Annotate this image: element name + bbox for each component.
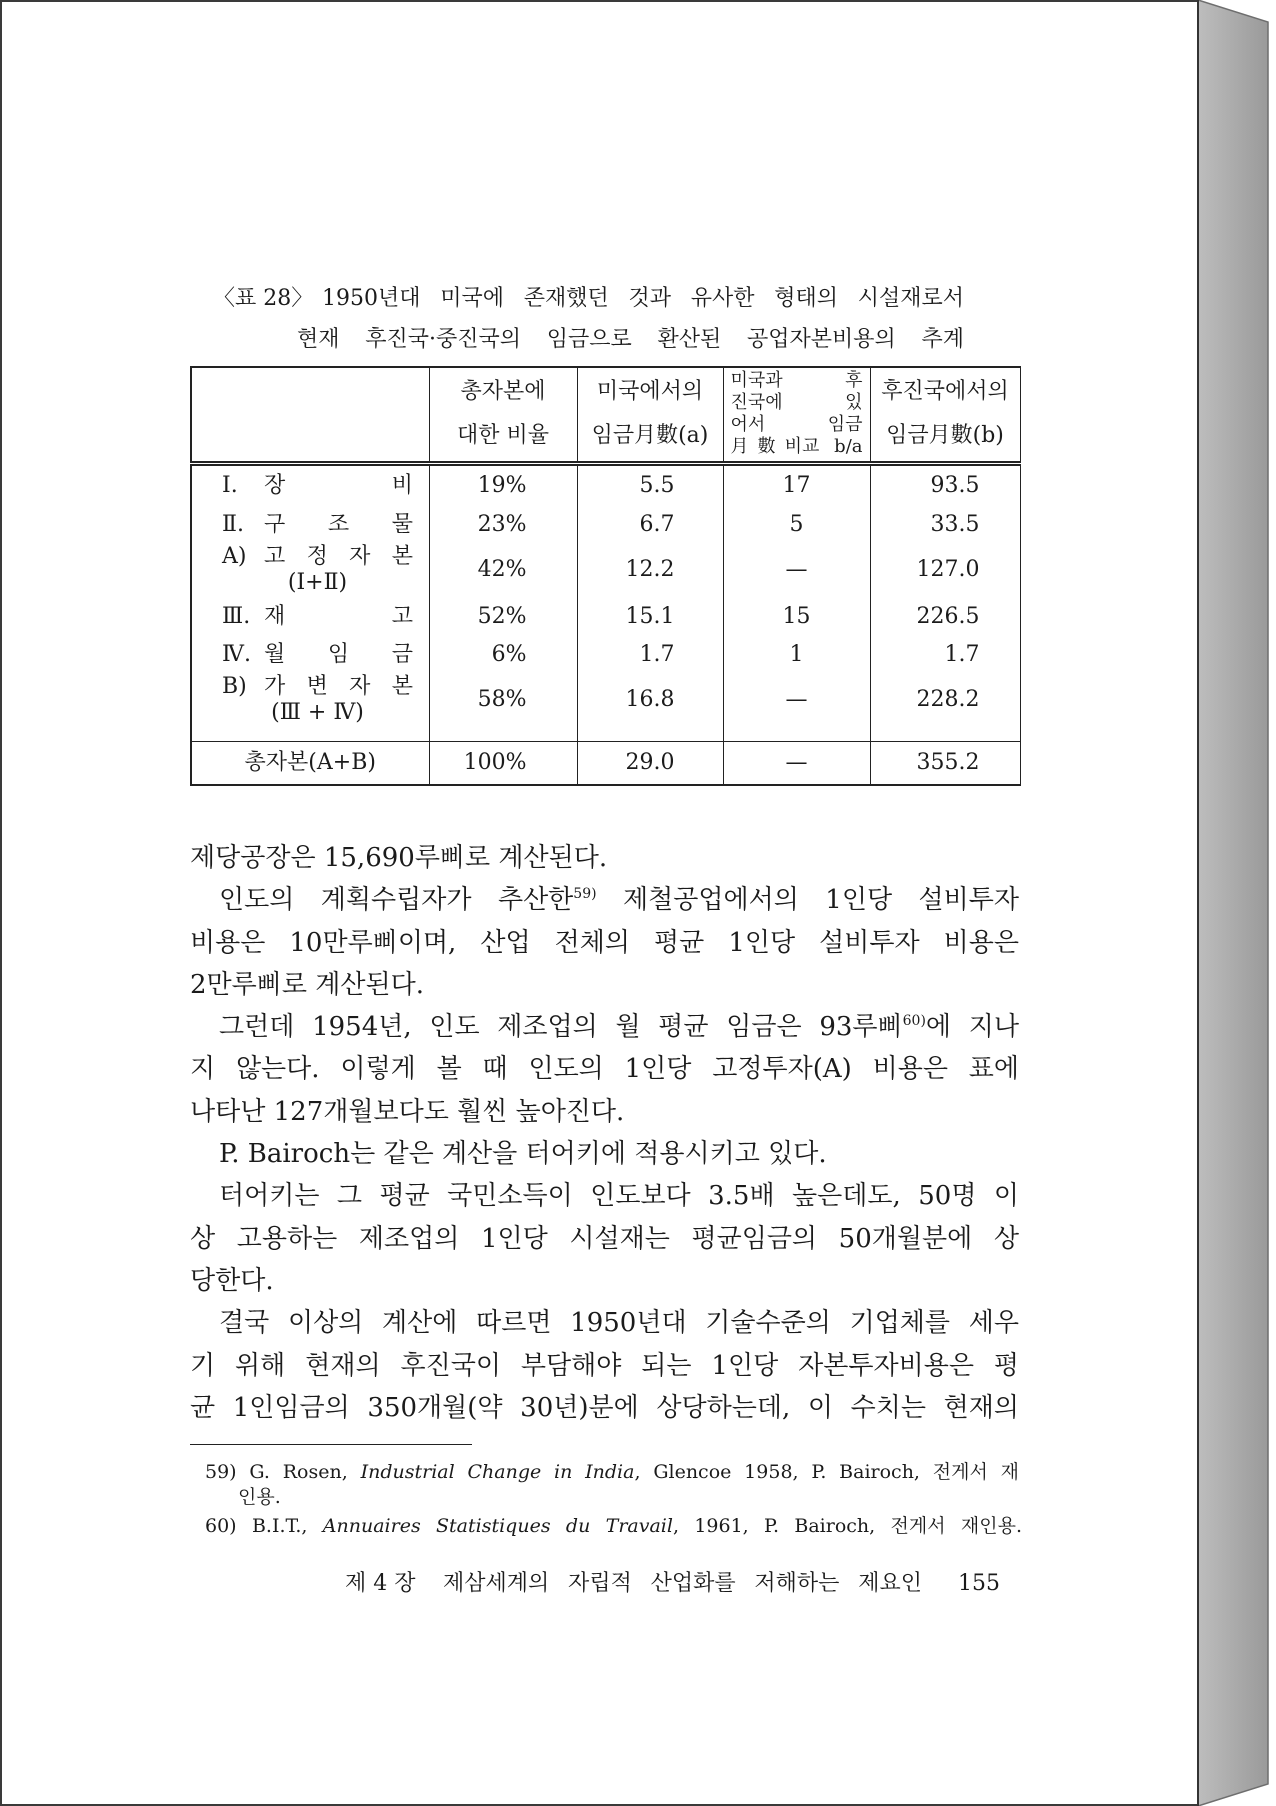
row-prefix: Ⅳ. xyxy=(222,642,251,667)
header-share-line: 대한 비율 xyxy=(456,423,549,449)
footnote-ref: 60) xyxy=(902,1013,926,1030)
us-months-cell: 1.7 xyxy=(577,637,723,673)
row-label: 장 비 xyxy=(264,473,413,499)
table-row xyxy=(191,597,1020,637)
footnote-59 xyxy=(205,1459,1019,1485)
table-total-row xyxy=(191,741,1020,785)
table-header-row xyxy=(191,367,1020,463)
header-ratio-line: 어서 임금 xyxy=(730,414,863,436)
row-prefix: Ⅱ. xyxy=(222,512,244,537)
footnote-59-continued: 인용. xyxy=(238,1486,281,1508)
text-segment: 인도의 계획수립자가 추산한 xyxy=(219,885,574,916)
dev-months-cell: 93.5 xyxy=(870,463,1020,507)
table-row xyxy=(191,507,1020,543)
share-cell: 58% xyxy=(429,673,577,741)
table-row xyxy=(191,637,1020,673)
share-cell: 19% xyxy=(429,463,577,507)
footer-title: 제삼세계의 자립적 산업화를 저해하는 제요인 xyxy=(443,1571,922,1596)
page-number: 155 xyxy=(958,1571,1000,1596)
ratio-cell: 15 xyxy=(723,597,870,637)
row-prefix: Ⅰ. xyxy=(222,473,238,499)
text-line: 제당공장은 15,690루삐로 계산된다. xyxy=(190,843,608,873)
dev-months-cell: 228.2 xyxy=(870,673,1020,741)
footnote-number: 59) xyxy=(205,1461,237,1483)
footer-chapter: 제 4 장 xyxy=(345,1571,416,1596)
dev-months-cell: 1.7 xyxy=(870,637,1020,673)
share-cell: 6% xyxy=(429,637,577,673)
total-share: 100% xyxy=(429,741,577,785)
row-label-cell xyxy=(191,463,429,507)
footnote-number: 60) xyxy=(205,1515,237,1537)
text-segment: 제철공업에서의 1인당 설비투자 xyxy=(596,885,1019,916)
text-line: 2만루삐로 계산된다. xyxy=(190,969,424,1000)
ratio-cell: — xyxy=(723,543,870,597)
header-ratio-line: 月數비교 b/a xyxy=(730,436,863,458)
total-dev-months: 355.2 xyxy=(870,741,1020,785)
footnote-title: Industrial Change in India xyxy=(360,1461,635,1483)
total-ratio: — xyxy=(723,741,870,785)
row-label: 재 고 xyxy=(264,604,413,629)
row-label-cell xyxy=(191,673,429,741)
dev-months-cell: 127.0 xyxy=(870,543,1020,597)
text-line: 비용은 10만루삐이며, 산업 전체의 평균 1인당 설비투자 비용은 xyxy=(190,927,1019,958)
text-line: P. Bairoch는 같은 계산을 터어키에 적용시키고 있다. xyxy=(219,1139,827,1170)
ratio-cell: 1 xyxy=(723,637,870,673)
row-label-cell xyxy=(191,637,429,673)
row-label-cell xyxy=(191,597,429,637)
footnote-text: , 1961, P. Bairoch, 전게서 재인용. xyxy=(672,1515,1023,1537)
text-line: 터어키는 그 평균 국민소득이 인도보다 3.5배 높은데도, 50명 이 xyxy=(219,1181,1019,1212)
header-dev-months xyxy=(870,367,1020,463)
dev-months-cell: 33.5 xyxy=(870,507,1020,543)
row-sublabel: (Ⅰ+Ⅱ) xyxy=(287,570,348,595)
row-label-cell xyxy=(191,543,429,597)
footnote-rule xyxy=(190,1444,472,1445)
text-line: 기 위해 현재의 후진국이 부담해야 되는 1인당 자본투자비용은 평 xyxy=(190,1350,1019,1381)
table-caption-line2: 현재 후진국·중진국의 임금으로 환산된 공업자본비용의 추계 xyxy=(297,327,964,352)
row-prefix: Ⅲ. xyxy=(222,604,251,629)
text-line: 당한다. xyxy=(190,1265,274,1296)
ratio-cell: 5 xyxy=(723,507,870,543)
table-row xyxy=(191,543,1020,597)
text-line: 결국 이상의 계산에 따르면 1950년대 기술수준의 기업체를 세우 xyxy=(219,1308,1019,1339)
footnote-text: G. Rosen, xyxy=(249,1461,361,1483)
footnote-60 xyxy=(205,1513,1022,1539)
us-months-cell: 16.8 xyxy=(577,673,723,741)
us-months-cell: 6.7 xyxy=(577,507,723,543)
row-sublabel: (Ⅲ + Ⅳ) xyxy=(271,699,364,725)
table-caption-number: 〈표 28〉 xyxy=(213,286,314,311)
header-blank-cell xyxy=(191,367,429,463)
text-line xyxy=(190,879,1019,921)
text-segment: 에 지나 xyxy=(925,1012,1019,1043)
header-ratio-line: 진국에 있 xyxy=(730,392,863,414)
text-line: 균 1인임금의 350개월(약 30년)분에 상당하는데, 이 수치는 현재의 xyxy=(190,1392,1019,1423)
header-us-months-line: 미국에서의 xyxy=(596,379,704,405)
row-label: 구 조 물 xyxy=(264,512,413,537)
text-line xyxy=(190,1006,1019,1048)
row-label-cell xyxy=(191,507,429,543)
body-text xyxy=(190,837,1019,1429)
data-table xyxy=(190,366,1021,786)
table-caption-line1: 1950년대 미국에 존재했던 것과 유사한 형태의 시설재로서 xyxy=(322,286,964,311)
header-share xyxy=(429,367,577,463)
row-prefix: A) xyxy=(222,544,247,569)
total-label: 총자본(A+B) xyxy=(191,741,429,785)
row-label: 가 변 자 본 xyxy=(264,673,413,699)
us-months-cell: 15.1 xyxy=(577,597,723,637)
footnote-text: , Glencoe 1958, P. Bairoch, 전게서 재 xyxy=(634,1461,1019,1483)
text-line: 상 고용하는 제조업의 1인당 시설재는 평균임금의 50개월분에 상 xyxy=(190,1223,1019,1254)
share-cell: 23% xyxy=(429,507,577,543)
header-share-line: 총자본에 xyxy=(460,379,546,405)
total-us-months: 29.0 xyxy=(577,741,723,785)
us-months-cell: 12.2 xyxy=(577,543,723,597)
footnote-text: B.I.T., xyxy=(251,1515,323,1537)
header-us-months-line: 임금月數(a) xyxy=(591,423,709,449)
ratio-cell: 17 xyxy=(723,463,870,507)
header-dev-months-line: 임금月數(b) xyxy=(886,423,1004,449)
header-us-months xyxy=(577,367,723,463)
text-segment: 그런데 1954년, 인도 제조업의 월 평균 임금은 93루삐 xyxy=(219,1012,903,1043)
us-months-cell: 5.5 xyxy=(577,463,723,507)
share-cell: 52% xyxy=(429,597,577,637)
table-row xyxy=(191,673,1020,741)
text-line: 나타난 127개월보다도 훨씬 높아진다. xyxy=(190,1096,625,1127)
ratio-cell: — xyxy=(723,673,870,741)
header-ratio-line: 미국과 후 xyxy=(730,370,863,392)
footnote-title: Annuaires Statistiques du Travail xyxy=(322,1515,673,1537)
share-cell: 42% xyxy=(429,543,577,597)
header-dev-months-line: 후진국에서의 xyxy=(881,379,1009,405)
table-row xyxy=(191,463,1020,507)
row-label: 고 정 자 본 xyxy=(264,544,413,569)
header-ratio xyxy=(723,367,870,463)
row-label: 월 임 금 xyxy=(264,642,413,667)
row-prefix: B) xyxy=(222,673,247,699)
footnote-ref: 59) xyxy=(573,886,597,903)
text-line: 지 않는다. 이렇게 볼 때 인도의 1인당 고정투자(A) 비용은 표에 xyxy=(190,1054,1019,1085)
dev-months-cell: 226.5 xyxy=(870,597,1020,637)
